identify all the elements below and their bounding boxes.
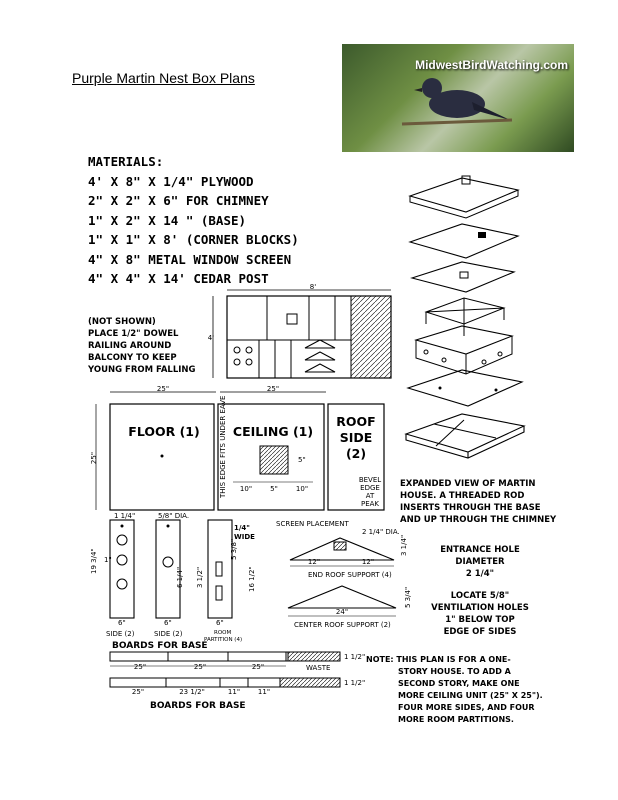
svg-text:WASTE: WASTE	[306, 664, 331, 672]
svg-text:11": 11"	[257, 688, 271, 696]
sheet-width: 8'	[309, 283, 317, 291]
svg-text:2 1/4" DIA.: 2 1/4" DIA.	[362, 528, 400, 536]
sheet-height: 4'	[207, 334, 215, 342]
boards-top-label: BOARDS FOR BASE	[112, 641, 208, 651]
svg-text:6": 6"	[118, 619, 126, 627]
svg-text:25": 25"	[133, 663, 147, 671]
svg-text:WIDE: WIDE	[234, 533, 255, 541]
ventilation-note: LOCATE 5/8" VENTILATION HOLES 1" BELOW TOP EDGE OF SIDES	[431, 591, 529, 637]
material-item: 4' X 8" X 1/4" PLYWOOD	[88, 173, 254, 189]
svg-text:25": 25"	[131, 688, 145, 696]
svg-text:SIDE (2): SIDE (2)	[154, 630, 183, 638]
sides-partition-diagram	[84, 512, 274, 642]
materials-heading: MATERIALS:	[88, 154, 164, 169]
bird-photo	[342, 44, 574, 152]
page-title: Purple Martin Nest Box Plans	[72, 70, 255, 86]
floor-label: FLOOR (1)	[128, 424, 200, 439]
svg-text:25": 25"	[193, 663, 207, 671]
roof-side-label: ROOF SIDE (2)	[336, 414, 376, 461]
svg-text:PEAK: PEAK	[360, 500, 380, 508]
roof-support-diagram	[270, 516, 420, 636]
entrance-note: ENTRANCE HOLE DIAMETER 2 1/4"	[440, 545, 520, 579]
svg-text:3 1/2": 3 1/2"	[196, 566, 204, 588]
svg-text:PARTITION (4): PARTITION (4)	[204, 637, 243, 643]
svg-text:5 3/4": 5 3/4"	[404, 586, 412, 608]
material-item: 4" X 8" METAL WINDOW SCREEN	[88, 251, 292, 267]
ceiling-label: CEILING (1)	[232, 424, 314, 439]
svg-text:CENTER ROOF SUPPORT (2): CENTER ROOF SUPPORT (2)	[294, 621, 391, 629]
svg-text:16 1/2": 16 1/2"	[248, 566, 256, 592]
svg-text:25": 25"	[90, 451, 98, 465]
svg-text:EDGE: EDGE	[360, 484, 380, 492]
svg-text:1 1/4": 1 1/4"	[114, 512, 136, 520]
bird-icon	[402, 62, 512, 132]
svg-text:12": 12"	[361, 558, 375, 566]
plywood-sheet-diagram	[205, 282, 405, 384]
boards-diagram	[108, 650, 366, 696]
svg-text:6": 6"	[164, 619, 172, 627]
svg-text:SCREEN PLACEMENT: SCREEN PLACEMENT	[276, 520, 349, 528]
svg-text:1/4": 1/4"	[234, 524, 250, 532]
svg-text:5/8" DIA.: 5/8" DIA.	[158, 512, 190, 520]
svg-text:AT: AT	[365, 492, 375, 500]
svg-text:23 1/2": 23 1/2"	[179, 688, 205, 696]
svg-text:12": 12"	[307, 558, 321, 566]
svg-text:6 1/4": 6 1/4"	[176, 566, 184, 588]
svg-text:1 1/2": 1 1/2"	[344, 679, 366, 687]
svg-text:ROOM: ROOM	[214, 630, 232, 636]
svg-text:1 1/2": 1 1/2"	[344, 653, 366, 661]
material-item: 4" X 4" X 14' CEDAR POST	[88, 271, 269, 286]
svg-text:SIDE (2): SIDE (2)	[106, 630, 135, 638]
svg-text:3 1/4": 3 1/4"	[400, 534, 408, 556]
expanded-view-note: EXPANDED VIEW OF MARTIN HOUSE. A THREADED ROD INSERTS THROUGH THE BASE AND UP THROUGH THE CHIMNEY	[400, 479, 557, 525]
photo-brand: MidwestBirdWatching.com	[415, 58, 568, 72]
material-item: 1" X 2" X 14 " (BASE)	[88, 212, 247, 228]
svg-text:24": 24"	[335, 608, 349, 616]
svg-text:11": 11"	[227, 688, 241, 696]
panel-top-dims	[108, 384, 328, 398]
svg-text:5": 5"	[270, 485, 278, 493]
svg-text:25": 25"	[251, 663, 265, 671]
svg-text:25": 25"	[266, 385, 280, 393]
svg-text:END ROOF SUPPORT (4): END ROOF SUPPORT (4)	[308, 571, 392, 579]
svg-text:19 3/4": 19 3/4"	[90, 548, 98, 574]
svg-text:BEVEL: BEVEL	[358, 476, 382, 484]
final-note: NOTE: THIS PLAN IS FOR A ONE- STORY HOUSE. TO ADD A SECOND STORY, MAKE ONE MORE CEILING UNIT (25" X 25"). FOUR MORE SIDES, AND FOUR MORE ROOM PARTITIONS.	[366, 655, 543, 724]
materials-list	[88, 152, 299, 289]
svg-text:6": 6"	[216, 619, 224, 627]
edge-note: THIS EDGE FITS UNDER EAVE	[219, 395, 227, 498]
material-item: 2" X 2" X 6" FOR CHIMNEY	[88, 193, 269, 208]
dowel-note: (NOT SHOWN) PLACE 1/2" DOWEL RAILING AROUND BALCONY TO KEEP YOUNG FROM FALLING	[88, 317, 196, 375]
svg-text:5": 5"	[298, 456, 306, 464]
svg-text:10": 10"	[295, 485, 309, 493]
material-item: 1" X 1" X 8' (CORNER BLOCKS)	[88, 232, 299, 247]
svg-text:25": 25"	[156, 385, 170, 393]
svg-text:10": 10"	[239, 485, 253, 493]
svg-text:1": 1"	[104, 556, 112, 564]
boards-bottom-label: BOARDS FOR BASE	[150, 701, 246, 711]
exploded-view-diagram	[400, 168, 530, 480]
svg-text:5 3/8": 5 3/8"	[230, 538, 238, 560]
